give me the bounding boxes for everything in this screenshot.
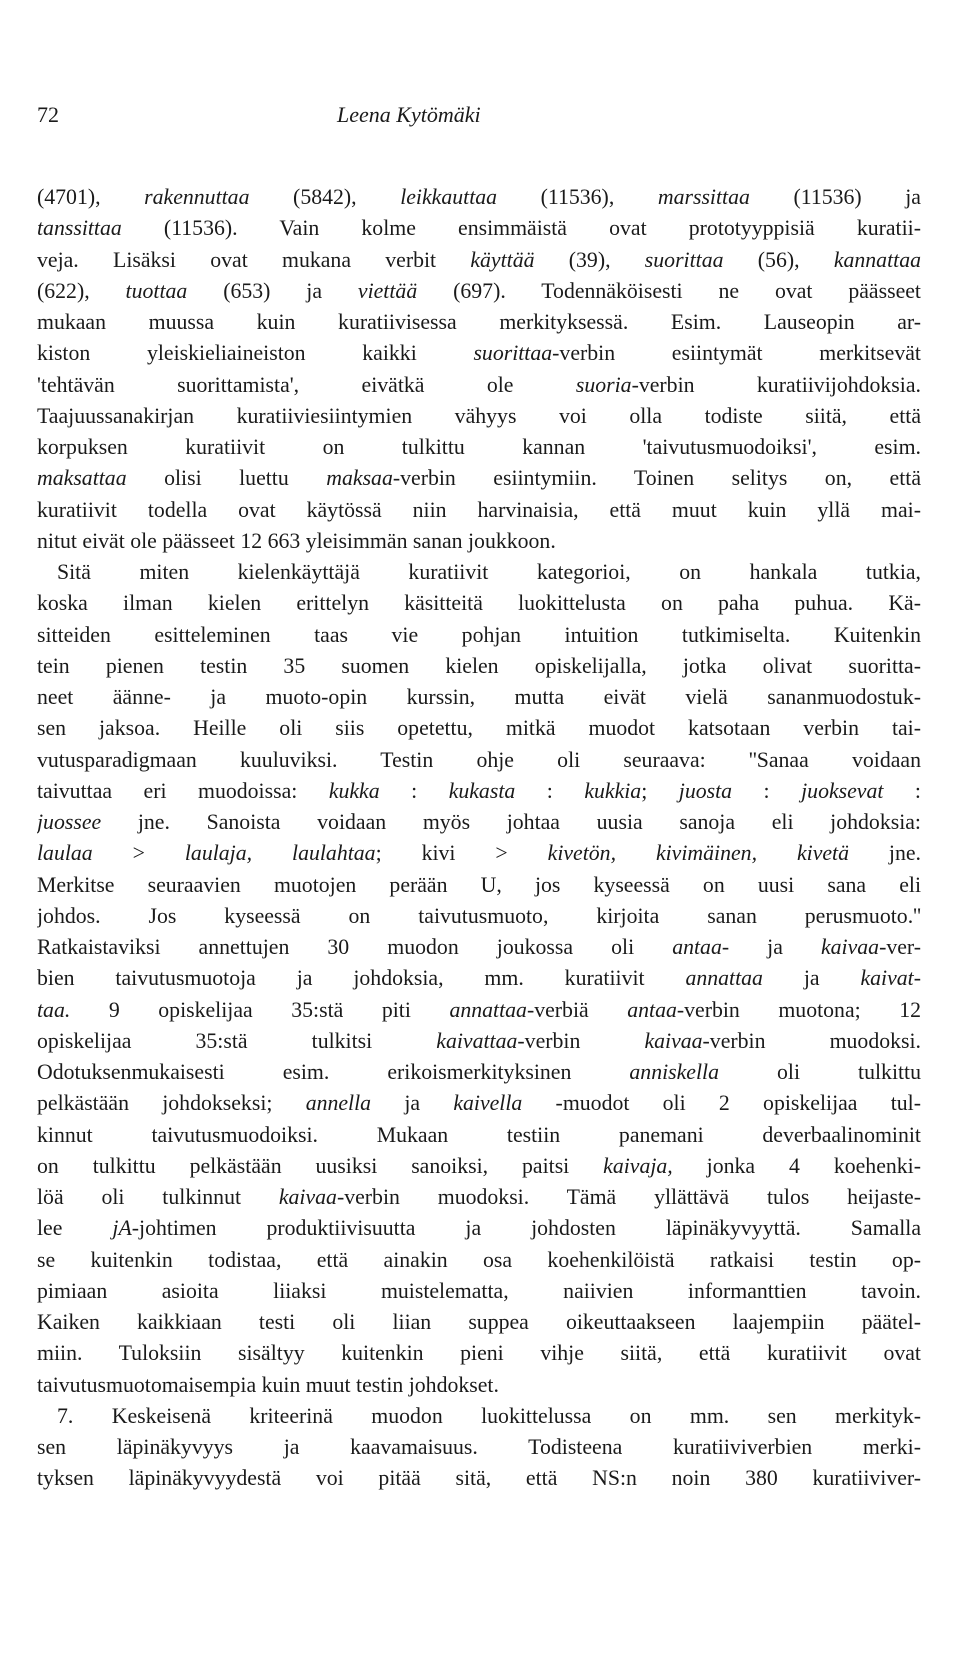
text-segment: olisi luettu (126, 466, 327, 491)
text-segment: nitut eivät ole päässeet 12 663 yleisimmän sanan joukkoon. (37, 528, 556, 553)
text-segment: neet äänne- ja muoto-opin kurssin, mutta eivät vielä sananmuodostuk- (37, 685, 921, 709)
italic-term: annella (305, 1091, 372, 1116)
text-segment: on tulkittu pelkästään uusiksi sanoiksi, paitsi (37, 1153, 604, 1178)
text-segment: tein pienen testin 35 suomen kielen opiskelijalla, jotka olivat suoritta- (37, 653, 921, 678)
text-segment: - ja (721, 935, 821, 959)
italic-term: antaa (627, 997, 677, 1022)
text-segment: jne. Sanoista voidaan myös johtaa uusia sanoja eli johdoksia: (101, 810, 921, 834)
italic-term: laulaa (37, 841, 93, 866)
text-line (37, 1276, 921, 1307)
text-segment: 7. Keskeisenä kriteerinä muodon luokittelussa on mm. sen merkityk- (57, 1403, 921, 1428)
italic-term: kaivat- (860, 966, 921, 991)
text-segment: jne. (849, 841, 921, 866)
text-segment: Odotuksenmukaisesti esim. erikoismerkityksinen (37, 1060, 630, 1084)
italic-term: taa. (37, 997, 71, 1022)
italic-term: jA (112, 1216, 132, 1241)
text-segment: jonka 4 koehenki- (672, 1153, 921, 1178)
italic-term: kukka (328, 778, 380, 803)
text-segment: korpuksen kuratiivit on tulkittu kannan 'taivutusmuodoiksi', esim. (37, 435, 921, 459)
text-line (37, 276, 921, 307)
text-segment: bien taivutusmuotoja ja johdoksia, mm. kuratiivit (37, 966, 686, 991)
text-segment: -ver- (879, 935, 921, 959)
italic-term: kivetön, kivimäinen, kivetä (547, 841, 849, 866)
text-line (37, 1432, 921, 1463)
text-segment: Sitä miten kielenkäyttäjä kuratiivit kategorioi, on hankala tutkia, (57, 560, 921, 584)
text-line (37, 370, 921, 401)
text-segment: -verbin (517, 1028, 645, 1053)
text-segment: lee (37, 1216, 113, 1241)
text-segment: oli tulkittu (718, 1060, 921, 1084)
text-segment: (653) ja (187, 278, 358, 303)
text-segment: koska ilman kielen erittelyn käsitteitä luokittelusta on paha puhua. Kä- (37, 591, 921, 616)
text-segment: -verbin muotona; 12 (676, 997, 921, 1022)
italic-term: marssittaa (657, 185, 750, 209)
text-segment: vutusparadigmaan kuuluviksi. Testin ohje oli seuraava: ''Sanaa voidaan (37, 747, 921, 772)
text-segment: 'tehtävän suorittamista', eivätkä ole (37, 372, 576, 397)
text-segment: löä oli tulkinnut (37, 1185, 279, 1209)
text-segment: -johtimen produktiivisuutta ja johdosten läpinäkyvyyttä. Samalla (131, 1216, 921, 1241)
text-line (37, 1120, 921, 1151)
text-line (37, 745, 921, 776)
text-segment: -verbin esiintymiin. Toinen selitys on, että (392, 466, 921, 491)
italic-term: viettää (357, 278, 418, 303)
text-line (37, 807, 921, 838)
text-line (37, 495, 921, 526)
text-segment: sitteiden esitteleminen taas vie pohjan intuition tutkimiselta. Kuitenkin (37, 622, 921, 647)
text-segment: kinnut taivutusmuodoiksi. Mukaan testiin panemani deverbaalinominit (37, 1122, 921, 1147)
text-segment: : (379, 778, 449, 803)
italic-term: leikkauttaa (400, 185, 498, 209)
text-line (37, 1026, 921, 1057)
text-line (37, 713, 921, 744)
italic-term: kukasta (448, 778, 516, 803)
text-segment: ; kivi > (375, 841, 548, 866)
text-line (37, 463, 921, 494)
italic-term: suorittaa (644, 247, 724, 272)
text-line (37, 1213, 921, 1244)
italic-term: maksattaa (37, 466, 127, 491)
text-line (37, 526, 921, 557)
text-segment: : (883, 778, 921, 803)
text-line (37, 588, 921, 619)
text-line (37, 557, 921, 588)
text-segment: -verbin kuratiivijohdoksia. (631, 372, 921, 397)
text-line (37, 776, 921, 807)
italic-term: annattaa (449, 997, 527, 1022)
running-head: Leena Kytömäki (337, 102, 481, 127)
page-header (37, 102, 920, 132)
text-line (37, 1307, 921, 1338)
page-number: 72 (37, 102, 59, 127)
text-line (37, 245, 921, 276)
italic-term: juoksevat (801, 778, 884, 803)
text-line (37, 1338, 921, 1369)
text-segment: (56), (723, 247, 834, 272)
text-segment: taivutusmuotomaisempia kuin muut testin johdokset. (37, 1372, 499, 1397)
text-line (37, 432, 921, 463)
text-line (37, 870, 921, 901)
italic-term: juossee (37, 810, 102, 834)
text-segment: : (732, 778, 802, 803)
text-segment: (697). Todennäköisesti ne ovat päässeet (417, 278, 921, 303)
italic-term: suorittaa (473, 341, 553, 366)
italic-term: kukkia (584, 778, 642, 803)
italic-term: kaivella (453, 1091, 523, 1116)
text-segment: (622), (37, 278, 126, 303)
text-line (37, 1057, 921, 1088)
text-segment: (4701), (37, 185, 145, 209)
text-segment: Kaiken kaikkiaan testi oli liian suppea oikeuttaakseen laajempiin päätel- (37, 1310, 921, 1334)
italic-term: rakennuttaa (144, 185, 250, 209)
italic-term: kaivattaa (436, 1028, 518, 1053)
text-segment: mukaan muussa kuin kuratiivisessa merkityksessä. Esim. Lauseopin ar- (37, 310, 921, 334)
text-segment: pelkästään johdokseksi; (37, 1091, 306, 1116)
text-segment: taivuttaa eri muodoissa: (37, 778, 329, 803)
text-line (37, 1370, 921, 1401)
text-line (37, 620, 921, 651)
text-segment: Merkitse seuraavien muotojen perään U, jos kyseessä on uusi sana eli (37, 872, 921, 897)
text-line (37, 1088, 921, 1119)
text-segment: kuratiivit todella ovat käytössä niin harvinaisia, että muut kuin yllä mai- (37, 497, 921, 522)
text-segment: : (515, 778, 585, 803)
text-line (37, 213, 921, 244)
text-line (37, 401, 921, 432)
text-line (37, 338, 921, 369)
italic-term: kaivaa (644, 1028, 703, 1053)
text-segment: (11536) ja (749, 185, 921, 209)
italic-term: juosta (678, 778, 733, 803)
text-segment: -muodot oli 2 opiskelijaa tul- (522, 1091, 921, 1116)
text-line (37, 1463, 921, 1494)
italic-term: kannattaa (833, 247, 921, 272)
text-line (37, 682, 921, 713)
text-segment: miin. Tuloksiin sisältyy kuitenkin pieni vihje siitä, että kuratiivit ovat (37, 1341, 921, 1366)
text-line (37, 1151, 921, 1182)
italic-term: käyttää (470, 247, 535, 272)
text-segment: johdos. Jos kyseessä on taivutusmuoto, kirjoita sanan perusmuoto.'' (37, 903, 921, 928)
italic-term: kaivaa (278, 1185, 337, 1209)
text-segment: ja (371, 1091, 454, 1116)
text-line (37, 838, 921, 869)
text-segment: -verbiä (526, 997, 628, 1022)
italic-term: suoria (575, 372, 632, 397)
text-line (37, 1401, 921, 1432)
italic-term: tuottaa (125, 278, 188, 303)
text-segment: sen jaksoa. Heille oli siis opetettu, mitkä muodot katsotaan verbin tai- (37, 716, 921, 741)
text-segment: tyksen läpinäkyvyydestä voi pitää sitä, että NS:n noin 380 kuratiiviver- (37, 1466, 921, 1491)
text-segment: (11536). Vain kolme ensimmäistä ovat prototyyppisiä kuratii- (121, 216, 921, 241)
text-segment: 9 opiskelijaa 35:stä piti (70, 997, 450, 1022)
italic-term: annattaa (685, 966, 763, 991)
text-segment: sen läpinäkyvyys ja kaavamaisuus. Todisteena kuratiiviverbien merki- (37, 1435, 921, 1459)
text-segment: Ratkaistaviksi annettujen 30 muodon joukossa oli (37, 935, 673, 959)
italic-term: laulaja, laulahtaa (184, 841, 376, 866)
italic-term: tanssittaa (37, 216, 122, 241)
body-text (37, 182, 921, 1495)
text-segment: (11536), (497, 185, 658, 209)
text-segment: pimiaan asioita liiaksi muistelematta, naiivien informanttien tavoin. (37, 1278, 921, 1303)
text-line (37, 932, 921, 963)
text-segment: opiskelijaa 35:stä tulkitsi (37, 1028, 437, 1053)
text-line (37, 995, 921, 1026)
text-line (37, 182, 921, 213)
text-segment: (39), (534, 247, 645, 272)
text-segment: > (92, 841, 185, 866)
text-segment: Taajuussanakirjan kuratiiviesiintymien vähyys voi olla todiste siitä, että (37, 403, 921, 428)
text-segment: -verbin muodoksi. Tämä yllättävä tulos heijaste- (336, 1185, 921, 1209)
text-line (37, 307, 921, 338)
text-line (37, 1182, 921, 1213)
text-segment: -verbin esiintymät merkitsevät (552, 341, 921, 366)
text-line (37, 901, 921, 932)
text-line (37, 651, 921, 682)
text-segment: (5842), (249, 185, 401, 209)
italic-term: kaivaa (820, 935, 880, 959)
text-segment: veja. Lisäksi ovat mukana verbit (37, 247, 471, 272)
text-segment: se kuitenkin todistaa, että ainakin osa koehenkilöistä ratkaisi testin op- (37, 1247, 921, 1272)
italic-term: kaivaja, (603, 1153, 673, 1178)
text-segment: ; (641, 778, 679, 803)
text-segment: -verbin muodoksi. (702, 1028, 921, 1053)
text-line (37, 963, 921, 994)
italic-term: antaa (672, 935, 722, 959)
italic-term: anniskella (629, 1060, 719, 1084)
text-line (37, 1245, 921, 1276)
text-segment: ja (762, 966, 861, 991)
italic-term: maksaa (326, 466, 393, 491)
text-segment: kiston yleiskieliaineiston kaikki (37, 341, 474, 366)
